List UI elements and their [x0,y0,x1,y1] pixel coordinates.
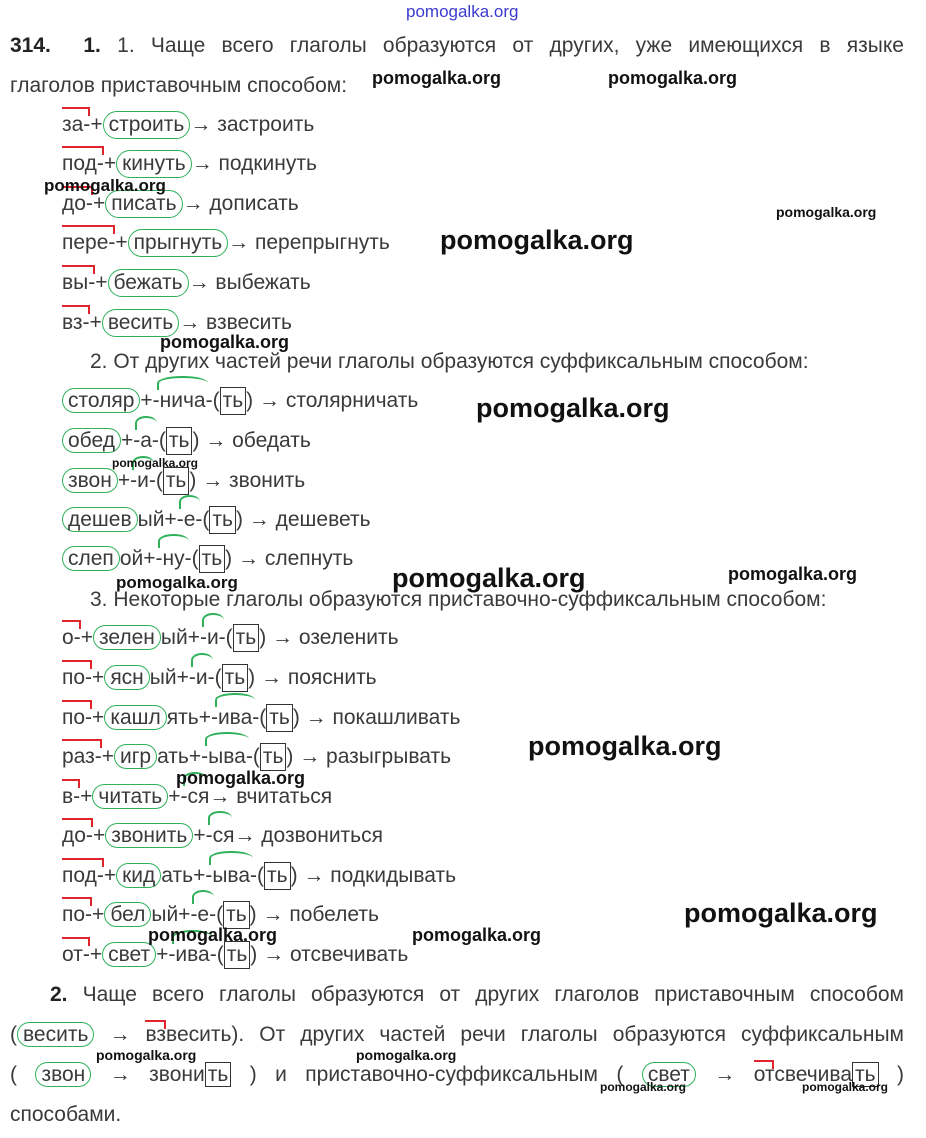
root-mark: дешев [62,507,138,532]
prefix-example-row [62,110,314,140]
ending-box: ть [266,704,293,732]
mixed_examples-row [62,663,377,693]
suffix-mark: -и- [130,466,156,496]
plus: + [143,547,156,571]
suffix-mark: -а- [133,426,159,456]
summary-line3-mid: ) и приставочно-суффиксальным ( [249,1063,624,1086]
plus: + [92,824,106,848]
part1-intro [10,26,904,106]
prefix-mark: раз- [62,742,102,772]
word-tail: ый [149,666,177,690]
part2-intro: 2. От других частей речи глаголы образуются суффиксальным способом: [90,350,809,373]
suffix-mark: -ся [206,821,235,851]
arrow: → [714,1063,736,1086]
prefix-mark: в- [62,782,80,812]
paren: ) [897,1063,905,1086]
result-word: → выбежать [188,271,311,295]
source-word [62,544,143,574]
part2-label: 2. [50,983,68,1006]
suffix_examples-row [62,426,311,456]
prefix-text: за- [62,113,91,137]
word-tail: ый [137,508,165,532]
prefix-text: под- [62,152,104,176]
suffix-mark: -нича- [153,386,213,416]
watermark: pomogalka.org [96,1047,197,1063]
suffix_examples-row [62,466,305,496]
suffix-mark: -ся [181,782,210,812]
source-word [92,782,168,812]
source-word [116,861,193,891]
ending-box: ть [163,467,190,495]
plus: + [117,469,131,493]
root-mark: строить [103,111,191,139]
root-mark: весить [102,309,179,337]
prefix-mark: по- [62,900,92,930]
root-mark: бежать [108,269,189,297]
watermark: pomogalka.org [608,68,738,88]
prefix-example-row [62,268,311,298]
plus: + [198,706,211,730]
ending-box: ть [223,901,250,929]
root-mark: кинуть [116,150,192,178]
plus: + [178,903,191,927]
root-mark: свет [642,1062,696,1087]
watermark: pomogalka.org [684,898,878,928]
word-tail: ый [160,626,188,650]
plus: + [140,389,153,413]
prefix-mark [62,110,90,140]
plus: + [103,864,117,888]
suffix-mark: -и- [200,623,226,653]
mixed_examples-row [62,703,460,733]
summary-line2-rest: весить). От других частей речи глаголы образуются суффиксальным [166,1023,904,1046]
paren: ( [252,745,260,769]
plus: + [92,706,105,730]
paren: ( [158,429,166,453]
result-word: ) → пояснить [248,666,377,690]
root-mark: звонить [105,823,193,848]
word-tail: ой [119,547,144,571]
prefix-mark [62,228,115,258]
result-word: ) → отсвечивать [250,943,409,967]
source-word [62,505,164,535]
watermark: pomogalka.org [600,1080,687,1094]
watermark: pomogalka.org [392,563,586,593]
result-word: ) → слепнуть [225,547,354,571]
result-word: ) → столярничать [246,389,419,413]
prefix-mark: под- [62,861,104,891]
plus: + [92,192,106,216]
result-word: → взвесить [179,311,292,335]
word-tail: ый [151,903,179,927]
paren: ( [214,666,222,690]
root-mark: зелен [93,625,161,650]
plus: + [101,745,115,769]
source-word [104,703,198,733]
prefix-text: пере- [62,231,116,255]
plus: + [95,271,108,295]
watermark: pomogalka.org [728,564,858,584]
root-mark: ясн [104,665,149,690]
part1-intro-text-b: глаголов приставочным способом: [10,74,348,97]
root-mark: кашл [104,705,166,730]
ending-box: ть [852,1062,879,1087]
suffix-mark: -ива- [168,940,216,970]
ending-box: ть [233,624,260,652]
plus: + [187,626,200,650]
result-word: ) → побелеть [249,903,379,927]
watermark: pomogalka.org [112,456,199,470]
result-word: ) → подкидывать [290,864,457,888]
result-word: ) → обедать [192,429,311,453]
paren: ( [191,547,199,571]
prefix-mark [62,268,95,298]
paren: ( [10,1063,17,1086]
result-word: → дописать [182,192,299,216]
root-mark: кид [116,863,161,888]
prefix-mark: до- [62,821,93,851]
part1-label: 1. [83,34,101,57]
root-mark: свет [102,942,156,967]
root-mark: писать [105,190,182,218]
prefix-text: вз- [62,311,90,335]
root-mark: столяр [62,388,140,413]
word-tail: ять [166,706,199,730]
plus: + [176,666,189,690]
root-mark: читать [92,784,168,809]
source-word [62,426,121,456]
prefix-mark: вз [145,1023,167,1046]
watermark: pomogalka.org [776,204,877,220]
root-mark: игр [114,744,157,769]
ending-box: ть [260,743,287,771]
ending-box: ть [199,545,226,573]
plus: + [164,508,177,532]
root-mark: обед [62,428,121,453]
root-mark: звон [35,1062,91,1087]
watermark: pomogalka.org [802,1080,889,1094]
mixed_examples-row [62,861,456,891]
watermark: pomogalka.org [160,332,290,352]
plus: + [156,943,169,967]
plus: + [89,311,102,335]
plus: + [103,152,117,176]
source-word [105,821,193,851]
plus: + [188,745,202,769]
ending-box: ть [224,941,251,969]
paren: ( [225,626,233,650]
plus: + [89,943,103,967]
paren: ( [212,389,220,413]
paren: ( [216,903,224,927]
result-word: → дозвониться [234,824,383,848]
watermark: pomogalka.org [440,225,634,255]
prefix-mark: по- [62,703,92,733]
summary-line1: Чаще всего глаголы образуются от других глаголов приставочным способом [82,983,904,1006]
paren: ( [259,706,267,730]
prefix-example-row [62,228,390,258]
prefix-mark: от- [62,940,90,970]
source-word [62,386,140,416]
result-word: ) → дешеветь [235,508,371,532]
paren: ( [257,864,265,888]
plus: + [90,113,103,137]
prefix-text: до- [62,192,93,216]
paren: ( [155,469,163,493]
arrow: → [109,1023,131,1046]
result-word: ) → покашливать [292,706,461,730]
suffix_examples-row [62,544,353,574]
part3-intro: 3. Некоторые глаголы образуются приставочно-суффиксальным способом: [90,588,827,611]
summary-word: звони ть [149,1062,231,1087]
plus: + [168,785,181,809]
prefix-mark: по- [62,663,92,693]
result-word: → вчитаться [209,785,333,809]
plus: + [92,666,105,690]
result-word: → застроить [190,113,315,137]
paren: ( [216,943,224,967]
suffix-mark: -е- [190,900,216,930]
task-number: 314. [10,34,51,57]
summary-line4: способами. [10,1103,122,1126]
prefix-text: вы- [62,271,96,295]
word-tail: ать [157,745,189,769]
root-mark: слеп [62,546,120,571]
watermark: pomogalka.org [148,925,278,945]
suffix_examples-row [62,505,371,535]
plus: + [92,903,105,927]
plus: + [193,824,206,848]
suffix_examples-row [62,386,418,416]
result-word: → подкинуть [191,152,317,176]
word-tail: ать [161,864,194,888]
suffix-mark: -е- [177,505,203,535]
ending-box: ть [220,387,247,415]
plus: + [193,864,206,888]
result-word: ) → звонить [189,469,306,493]
ending-box: ть [166,427,193,455]
source-word [104,663,176,693]
watermark: pomogalka.org [356,1047,457,1063]
ending-box: ть [205,1062,232,1087]
paren: ( [202,508,210,532]
watermark: pomogalka.org [476,393,670,423]
suffix-mark: -ну- [156,544,192,574]
root-mark: звон [62,468,118,493]
watermark: pomogalka.org [528,731,722,761]
watermark: pomogalka.org [406,2,519,21]
arrow: → [109,1063,131,1086]
source-word [93,623,188,653]
plus: + [120,429,134,453]
prefix-example-row [62,149,317,179]
suffix-mark: -ыва- [205,861,257,891]
watermark: pomogalka.org [412,925,542,945]
suffix-mark: -ыва- [201,742,253,772]
root-mark: бел [104,902,151,927]
suffix-mark: -и- [189,663,215,693]
prefix-mark [62,308,90,338]
prefix-mark [62,149,104,179]
suffix-mark: -ива- [211,703,259,733]
result-word: ) → озеленить [259,626,399,650]
plus: + [115,231,128,255]
mixed_examples-row [62,623,399,653]
result-word: → перепрыгнуть [228,231,390,255]
root-mark: прыгнуть [128,229,228,257]
result-word: ) → разыгрывать [286,745,452,769]
summary-word: отсвечива ть [754,1062,879,1087]
paren: ( [10,1023,17,1046]
plus: + [80,785,93,809]
watermark: pomogalka.org [372,68,502,88]
ending-box: ть [222,664,249,692]
prefix-mark: о- [62,623,81,653]
mixed_examples-row [62,821,383,851]
source-word [62,466,118,496]
ending-box: ть [264,862,291,890]
plus: + [80,626,93,650]
watermark: pomogalka.org [116,573,238,592]
part1-intro-text-a: 1. Чаще всего глаголы образуются от других, уже имеющихся в языке [117,34,904,57]
root-mark: весить [17,1022,94,1047]
watermark: pomogalka.org [176,768,306,788]
watermark: pomogalka.org [44,176,166,195]
ending-box: ть [209,506,236,534]
